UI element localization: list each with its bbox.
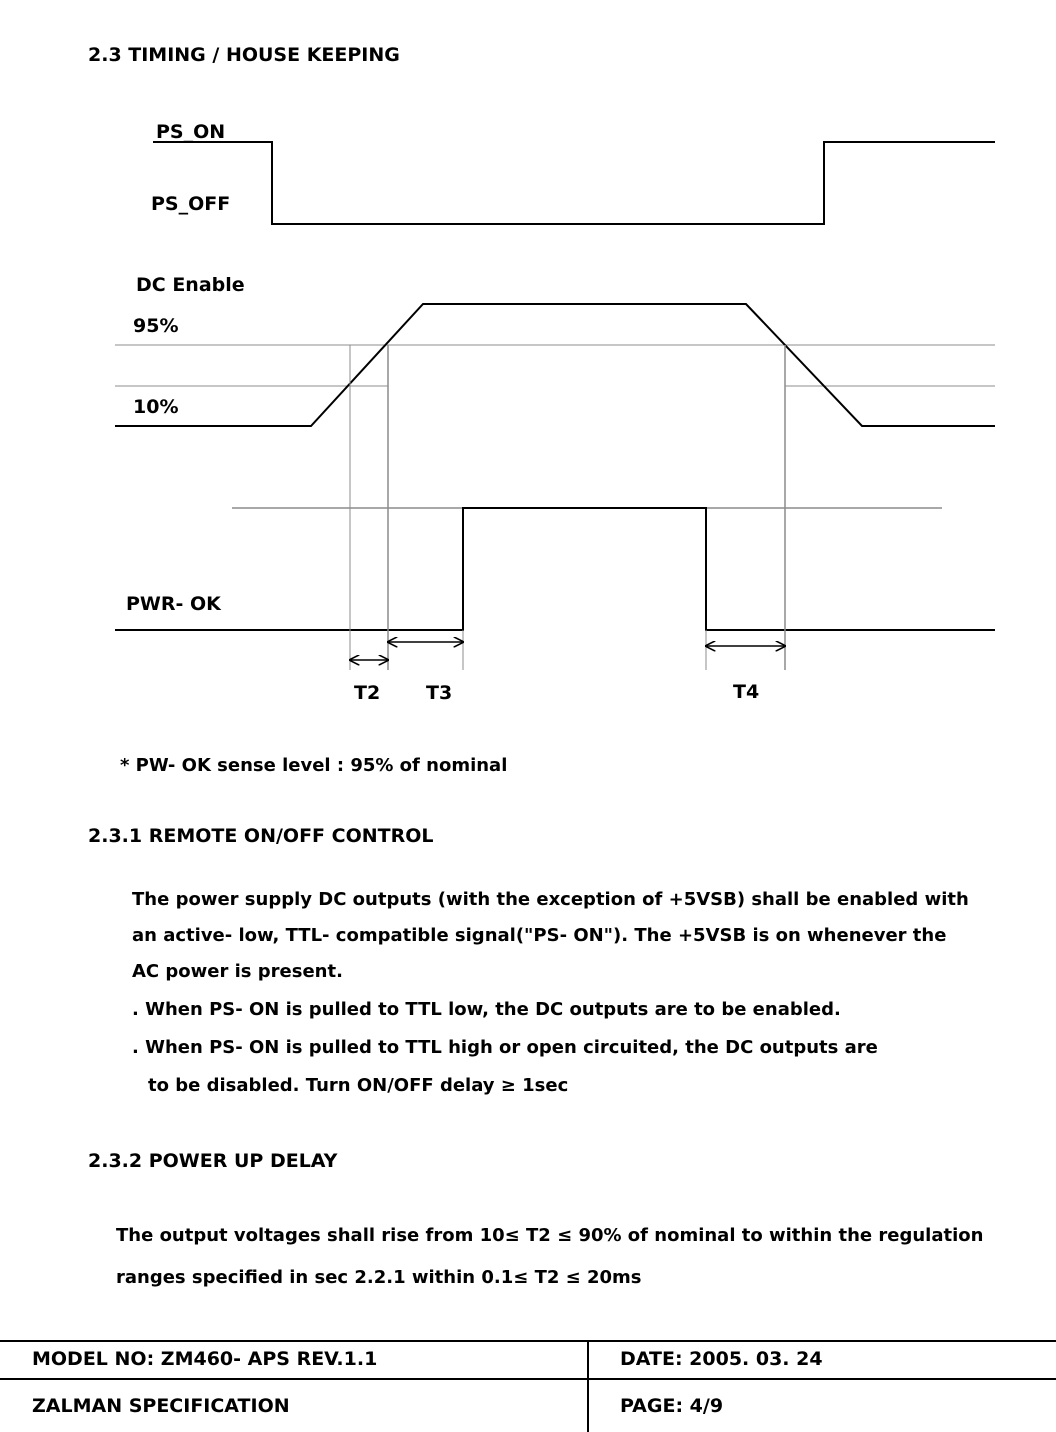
ps-on-waveform xyxy=(153,142,995,224)
footer-table xyxy=(0,1340,1056,1432)
remote-control-title: 2.3.1 REMOTE ON/OFF CONTROL xyxy=(88,825,434,847)
footer-middle-rule xyxy=(0,1378,1056,1380)
footer-top-rule xyxy=(0,1340,1056,1342)
section-title: 2.3 TIMING / HOUSE KEEPING xyxy=(88,44,400,66)
dc-enable-waveform xyxy=(115,304,995,426)
remote-bullet-2: . When PS- ON is pulled to TTL high or open circuited, the DC outputs are xyxy=(132,1037,878,1058)
footer-column-divider xyxy=(587,1340,589,1432)
footer-date: DATE: 2005. 03. 24 xyxy=(620,1348,823,1370)
level-10-label: 10% xyxy=(133,396,179,418)
ps-on-label: PS_ON xyxy=(156,121,226,143)
t3-label: T3 xyxy=(426,682,453,704)
remote-bullet-2-cont: to be disabled. Turn ON/OFF delay ≥ 1sec xyxy=(148,1075,569,1096)
footer-model: MODEL NO: ZM460- APS REV.1.1 xyxy=(32,1348,378,1370)
t4-label: T4 xyxy=(733,681,760,703)
power-up-line-1: The output voltages shall rise from 10≤ T2 ≤ 90% of nominal to within the regulation xyxy=(116,1225,984,1246)
power-up-line-2: ranges specified in sec 2.2.1 within 0.1≤ T2 ≤ 20ms xyxy=(116,1267,642,1288)
pwr-ok-label: PWR- OK xyxy=(126,593,221,615)
dc-enable-label: DC Enable xyxy=(136,274,245,296)
footer-page: PAGE: 4/9 xyxy=(620,1395,724,1417)
level-95-label: 95% xyxy=(133,315,179,337)
remote-line-1: The power supply DC outputs (with the exception of +5VSB) shall be enabled with xyxy=(132,889,969,910)
remote-bullet-1: . When PS- ON is pulled to TTL low, the DC outputs are to be enabled. xyxy=(132,999,841,1020)
pwr-ok-waveform xyxy=(115,508,995,630)
remote-line-2: an active- low, TTL- compatible signal("PS- ON"). The +5VSB is on whenever the xyxy=(132,925,947,946)
t2-label: T2 xyxy=(354,682,381,704)
remote-line-3: AC power is present. xyxy=(132,961,343,982)
power-up-delay-title: 2.3.2 POWER UP DELAY xyxy=(88,1150,338,1172)
pw-ok-note: * PW- OK sense level : 95% of nominal xyxy=(120,755,508,776)
ps-off-label: PS_OFF xyxy=(151,193,231,215)
footer-spec: ZALMAN SPECIFICATION xyxy=(32,1395,290,1417)
